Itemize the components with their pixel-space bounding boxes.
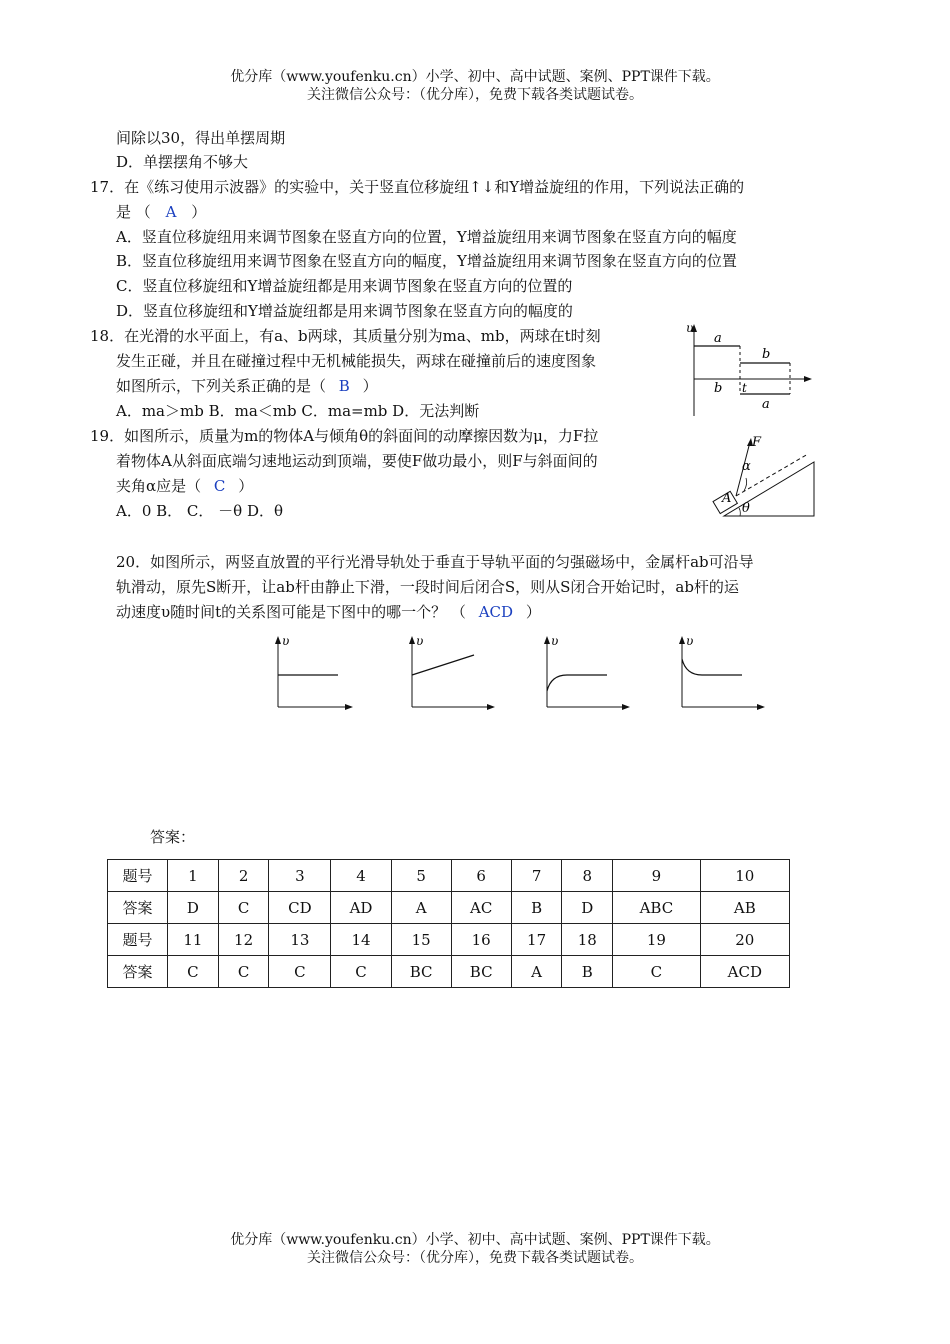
- header-line-2: 关注微信公众号：（优分库），免费下载各类试题试卷。: [307, 87, 643, 103]
- q17-answer: A: [165, 203, 177, 221]
- table-cell: B: [511, 892, 562, 924]
- table-cell: C: [218, 956, 269, 988]
- table-cell: 15: [391, 924, 451, 956]
- q20-close-paren: ）: [525, 603, 541, 621]
- table-cell: 1: [168, 860, 219, 892]
- table-row-header: 答案: [108, 956, 168, 988]
- table-row: [108, 924, 790, 956]
- q20-stem-line-1: 20．如图所示，两竖直放置的平行光滑导轨处于垂直于导轨平面的匀强磁场中，金属杆ab可沿导: [116, 553, 754, 571]
- table-cell: 7: [511, 860, 562, 892]
- table-cell: 2: [218, 860, 269, 892]
- q20-graph-d-curve: [682, 659, 742, 675]
- table-cell: 9: [613, 860, 700, 892]
- table-cell: C: [218, 892, 269, 924]
- table-cell: AC: [451, 892, 511, 924]
- table-cell: D: [562, 892, 613, 924]
- table-cell: C: [168, 956, 219, 988]
- q19-label-f: F: [752, 435, 762, 450]
- table-cell: 16: [451, 924, 511, 956]
- table-cell: ABC: [613, 892, 700, 924]
- q18-stem-line-3: [116, 376, 378, 396]
- table-cell: C: [613, 956, 700, 988]
- table-row: [108, 860, 790, 892]
- table-row: [108, 892, 790, 924]
- q19-stem-line-3: [116, 476, 253, 496]
- q20-graph-b: [400, 633, 500, 713]
- table-cell: AB: [700, 892, 789, 924]
- q20-graph-b-curve: [412, 655, 474, 675]
- table-cell: 12: [218, 924, 269, 956]
- q17-stem-line-1: 17．在《练习使用示波器》的实验中，关于竖直位移旋纽↑↓和Y增益旋纽的作用，下列说法正确的: [90, 178, 745, 196]
- answer-table: [107, 859, 790, 988]
- prev-question-option-d: D．单摆摆角不够大: [116, 153, 249, 171]
- q18-label-v: υ: [686, 322, 694, 335]
- table-row: [108, 956, 790, 988]
- q19-options: A．0 B． C． －θ D．θ: [116, 502, 284, 520]
- q18-label-b-top: b: [762, 347, 771, 362]
- q20-graph-c-curve: [547, 675, 607, 691]
- q18-label-a-top: a: [714, 331, 722, 346]
- q19-stem-line-2: 着物体A从斜面底端匀速地运动到顶端，要使F做功最小，则F与斜面间的: [116, 452, 598, 470]
- table-cell: B: [562, 956, 613, 988]
- table-cell: 6: [451, 860, 511, 892]
- q19-label-a: A: [722, 491, 732, 506]
- q20-stem-prefix: 动速度υ随时间t的关系图可能是下图中的哪一个？ （: [116, 603, 466, 621]
- table-cell: CD: [269, 892, 331, 924]
- table-cell: 17: [511, 924, 562, 956]
- table-cell: 14: [331, 924, 391, 956]
- q18-stem-prefix: 如图所示，下列关系正确的是（: [116, 377, 327, 395]
- q20-stem-line-2: 轨滑动，原先S断开，让ab杆由静止下滑，一段时间后闭合S，则从S闭合开始记时，ab杆的运: [116, 578, 739, 596]
- table-cell: 13: [269, 924, 331, 956]
- q20-answer: ACD: [478, 603, 514, 621]
- q18-label-a-bottom: a: [762, 397, 770, 412]
- q19-theta-arc: [739, 508, 740, 516]
- answers-title: 答案：: [150, 828, 196, 846]
- q20-graph-c-v-label: υ: [551, 634, 559, 648]
- footer-line-1: 优分库（www.youfenku.cn）小学、初中、高中试题、案例、PPT课件下载。: [230, 1232, 720, 1248]
- table-cell: BC: [391, 956, 451, 988]
- q18-options: A．ma＞mb B．ma＜mb C．ma=mb D．无法判断: [116, 402, 480, 420]
- q19-label-alpha: α: [742, 459, 751, 474]
- table-cell: AD: [331, 892, 391, 924]
- q20-graph-b-v-label: υ: [416, 634, 424, 648]
- table-cell: 3: [269, 860, 331, 892]
- q19-incline-figure: [710, 432, 822, 522]
- footer-line-2: 关注微信公众号：（优分库），免费下载各类试题试卷。: [307, 1250, 643, 1266]
- q20-graph-a-v-label: υ: [282, 634, 290, 648]
- table-cell: 19: [613, 924, 700, 956]
- table-cell: 20: [700, 924, 789, 956]
- q18-stem-line-1: 18．在光滑的水平面上，有a、b两球，其质量分别为ma、mb，两球在t时刻: [90, 327, 601, 345]
- q18-label-t: t: [742, 381, 747, 395]
- q18-answer: B: [338, 377, 350, 395]
- q18-t-axis-arrow: [804, 376, 812, 382]
- q17-stem-line-2: [116, 202, 206, 222]
- q18-stem-line-2: 发生正碰，并且在碰撞过程中无机械能损失，两球在碰撞前后的速度图象: [116, 352, 597, 370]
- q20-graph-d-v-label: υ: [686, 634, 694, 648]
- q18-label-b-bottom: b: [714, 381, 723, 396]
- q20-graph-d: [670, 633, 770, 713]
- q19-stem-prefix: 夹角α应是（: [116, 477, 202, 495]
- table-cell: C: [331, 956, 391, 988]
- page-header: [0, 68, 950, 104]
- q18-close-paren: ）: [362, 377, 378, 395]
- q17-stem-prefix: 是 （: [116, 203, 151, 221]
- table-row-header: 题号: [108, 860, 168, 892]
- q18-velocity-graph: [684, 322, 814, 418]
- table-cell: 18: [562, 924, 613, 956]
- table-cell: A: [511, 956, 562, 988]
- table-cell: 5: [391, 860, 451, 892]
- q19-answer: C: [213, 477, 226, 495]
- table-cell: ACD: [700, 956, 789, 988]
- page-footer: [0, 1231, 950, 1267]
- q17-option-b: B．竖直位移旋纽用来调节图象在竖直方向的幅度，Y增益旋纽用来调节图象在竖直方向的位置: [116, 252, 737, 270]
- table-cell: 4: [331, 860, 391, 892]
- q19-label-theta: θ: [742, 501, 750, 516]
- q20-graph-c: [535, 633, 635, 713]
- table-row-header: 题号: [108, 924, 168, 956]
- q17-option-c: C．竖直位移旋纽和Y增益旋纽都是用来调节图象在竖直方向的位置的: [116, 277, 573, 295]
- q17-option-a: A．竖直位移旋纽用来调节图象在竖直方向的位置，Y增益旋纽用来调节图象在竖直方向的幅度: [116, 228, 737, 246]
- table-cell: 10: [700, 860, 789, 892]
- table-cell: C: [269, 956, 331, 988]
- table-cell: D: [168, 892, 219, 924]
- q19-close-paren: ）: [238, 477, 254, 495]
- q19-alpha-arc: [744, 478, 747, 491]
- table-row-header: 答案: [108, 892, 168, 924]
- q20-graph-a: [266, 633, 356, 713]
- table-cell: 11: [168, 924, 219, 956]
- table-cell: A: [391, 892, 451, 924]
- q17-close-paren: ）: [191, 203, 207, 221]
- q17-option-d: D．竖直位移旋纽和Y增益旋纽都是用来调节图象在竖直方向的幅度的: [116, 302, 573, 320]
- q20-stem-line-3: [116, 602, 541, 622]
- table-cell: BC: [451, 956, 511, 988]
- header-line-1: 优分库（www.youfenku.cn）小学、初中、高中试题、案例、PPT课件下载。: [230, 69, 720, 85]
- prev-question-continuation: 间除以30，得出单摆周期: [116, 129, 286, 147]
- q19-stem-line-1: 19．如图所示，质量为m的物体A与倾角θ的斜面间的动摩擦因数为μ，力F拉: [90, 427, 599, 445]
- table-cell: 8: [562, 860, 613, 892]
